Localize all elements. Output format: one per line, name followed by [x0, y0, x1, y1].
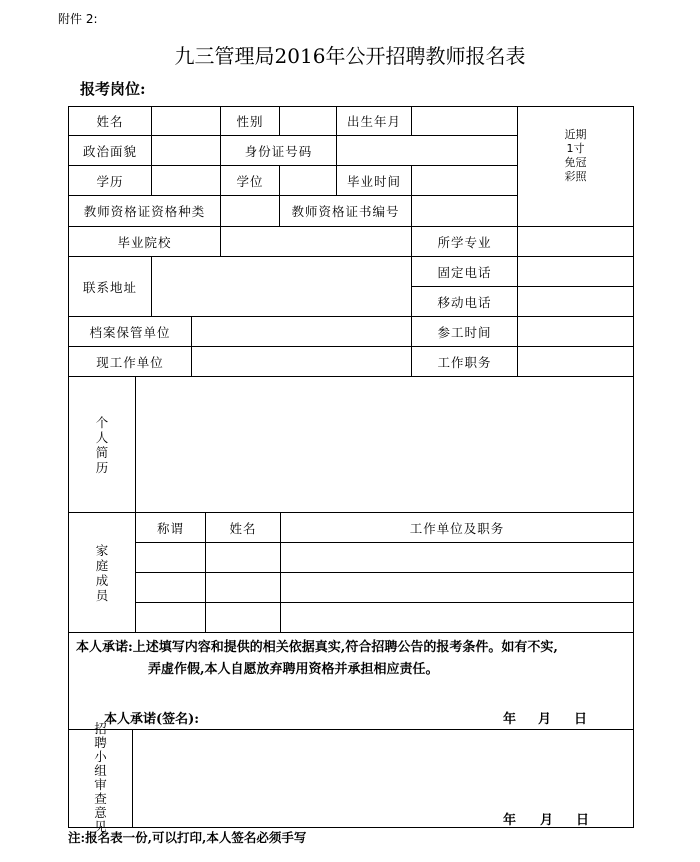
label-cert-number: 教师资格证书编号 — [291, 204, 400, 219]
vertical-char: 聘 — [94, 734, 107, 750]
label-address: 联系地址 — [82, 279, 137, 295]
vertical-char: 人 — [95, 429, 109, 445]
label-cert-type: 教师资格证资格种类 — [83, 204, 206, 219]
label-review — [69, 720, 132, 834]
label-political: 政治面貌 — [82, 143, 137, 159]
vertical-char: 审 — [94, 776, 107, 792]
vertical-char: 招 — [94, 720, 107, 736]
vertical-char: 小 — [94, 748, 107, 764]
label-birth: 出生年月 — [346, 114, 401, 129]
photo-box[interactable] — [518, 128, 633, 184]
vertical-char: 成 — [95, 572, 109, 588]
label-appellation: 称谓 — [156, 520, 184, 536]
form-title: 九三管理局2016年公开招聘教师报名表 — [174, 44, 526, 68]
work-start-field[interactable] — [518, 317, 633, 346]
vertical-char: 查 — [94, 790, 107, 806]
sign-date-year: 年 — [503, 712, 517, 727]
cert-type-field[interactable] — [221, 196, 279, 226]
school-field[interactable] — [221, 227, 411, 256]
position-field[interactable] — [518, 347, 633, 376]
post-label: 报考岗位: — [80, 80, 146, 98]
birth-field[interactable] — [412, 107, 517, 135]
grad-time-field[interactable] — [412, 166, 517, 195]
review-date-month: 月 — [540, 813, 554, 828]
vertical-char: 历 — [95, 459, 109, 475]
vertical-char: 意 — [94, 804, 107, 820]
education-field[interactable] — [152, 166, 220, 195]
label-grad-time: 毕业时间 — [346, 173, 401, 189]
mobile-field[interactable] — [518, 287, 633, 316]
degree-field[interactable] — [280, 166, 336, 195]
label-major: 所学专业 — [437, 234, 492, 250]
photo-hint-line4: 彩照 — [564, 170, 587, 183]
photo-hint-line3: 免冠 — [564, 156, 587, 169]
photo-hint-line2: 1寸 — [566, 142, 585, 155]
vertical-char: 简 — [95, 444, 109, 460]
label-name: 姓名 — [96, 114, 124, 129]
pledge-line-2: 弄虚作假,本人自愿放弃聘用资格并承担相应责任。 — [148, 662, 439, 677]
vertical-char: 组 — [94, 762, 107, 778]
photo-hint-line1: 近期 — [564, 128, 587, 141]
id-number-field[interactable] — [337, 136, 517, 165]
label-member-unit: 工作单位及职务 — [409, 520, 505, 536]
sign-date-month: 月 — [538, 712, 552, 727]
landline-field[interactable] — [518, 257, 633, 286]
label-current-unit: 现工作单位 — [96, 354, 164, 370]
footnote: 注:报名表一份,可以打印,本人签名必须手写 — [68, 830, 307, 845]
label-mobile: 移动电话 — [437, 294, 492, 310]
vertical-char: 个 — [95, 414, 109, 430]
review-field[interactable] — [133, 730, 633, 827]
vertical-char: 见 — [94, 818, 107, 834]
label-degree: 学位 — [236, 173, 264, 189]
address-field[interactable] — [152, 257, 411, 316]
archive-unit-field[interactable] — [192, 317, 411, 346]
resume-field[interactable] — [136, 377, 633, 512]
label-school: 毕业院校 — [117, 234, 172, 250]
sign-date-day: 日 — [574, 712, 588, 727]
label-archive-unit: 档案保管单位 — [89, 324, 171, 340]
label-position: 工作职务 — [437, 354, 492, 370]
pledge-line-1: 本人承诺:上述填写内容和提供的相关依据真实,符合招聘公告的报考条件。如有不实, — [76, 640, 558, 655]
major-field[interactable] — [518, 227, 633, 256]
review-date-year: 年 — [503, 813, 517, 828]
cert-number-field[interactable] — [412, 196, 517, 226]
family-row-3[interactable] — [136, 603, 633, 632]
name-field[interactable] — [152, 107, 220, 135]
signature-field[interactable] — [230, 704, 470, 726]
label-landline: 固定电话 — [437, 264, 492, 280]
label-id-number: 身份证号码 — [244, 143, 313, 159]
review-date-day: 日 — [576, 813, 590, 828]
label-family — [69, 513, 135, 632]
vertical-char: 员 — [95, 587, 109, 603]
label-resume — [69, 377, 135, 512]
current-unit-field[interactable] — [192, 347, 411, 376]
gender-field[interactable] — [280, 107, 336, 135]
family-row-1[interactable] — [136, 543, 633, 572]
sign-label: 本人承诺(签名): — [104, 712, 200, 727]
label-member-name: 姓名 — [229, 520, 257, 536]
vertical-char: 庭 — [95, 557, 109, 573]
label-gender: 性别 — [236, 114, 264, 129]
vertical-char: 家 — [95, 542, 109, 558]
political-field[interactable] — [152, 136, 220, 165]
label-work-start: 参工时间 — [437, 324, 492, 340]
annex-label: 附件 2: — [58, 12, 98, 26]
label-education: 学历 — [96, 173, 124, 189]
family-row-2[interactable] — [136, 573, 633, 602]
pledge-text — [76, 637, 632, 681]
